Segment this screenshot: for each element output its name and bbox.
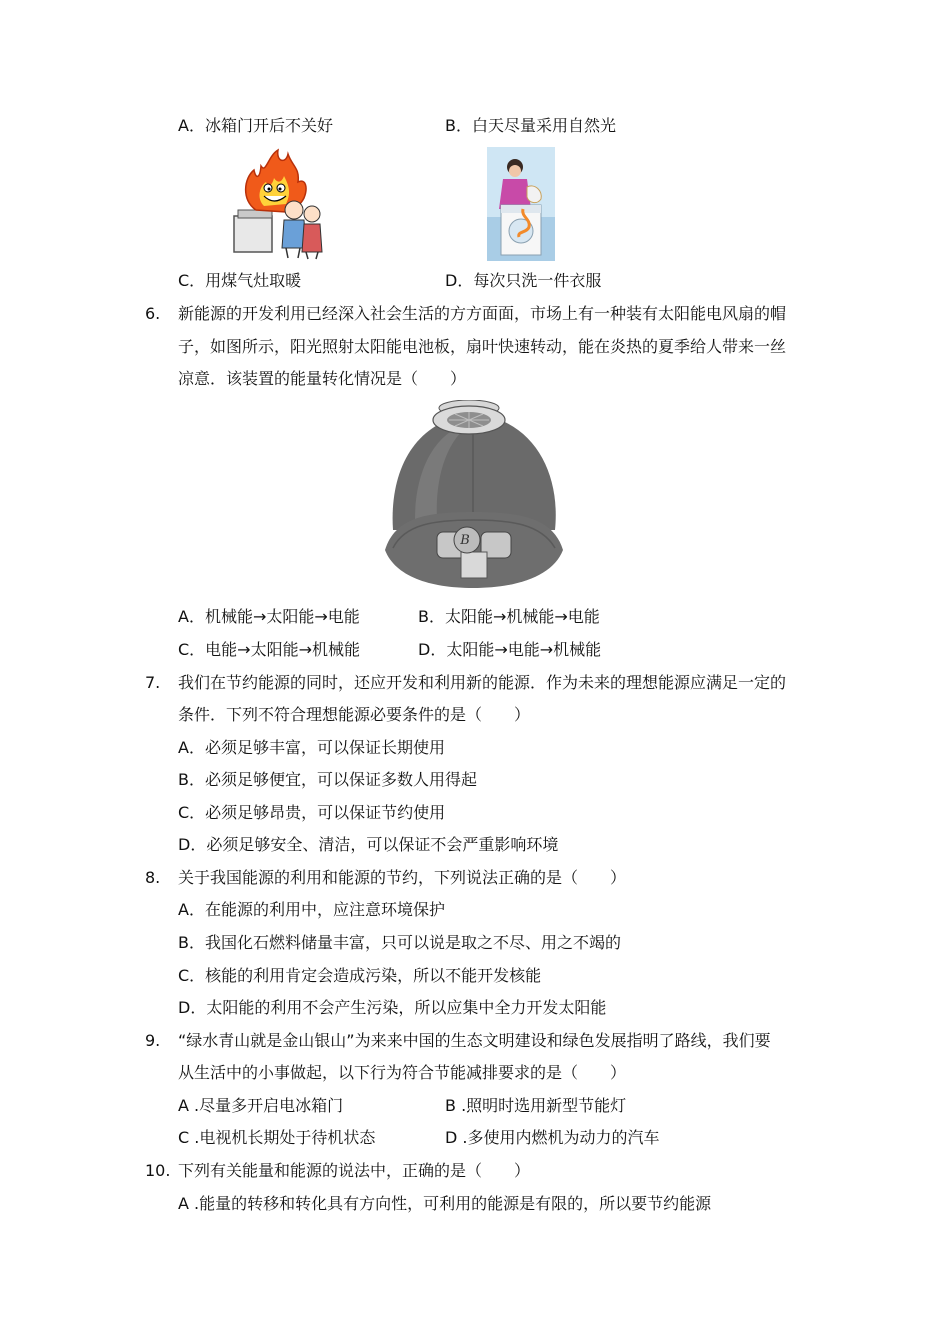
- q9-option-c: C .电视机长期处于待机状态: [178, 1128, 376, 1147]
- washing-machine-photo: [487, 147, 555, 261]
- q6-option-d: D．太阳能→电能→机械能: [418, 640, 602, 659]
- q7-number: 7.: [145, 673, 161, 692]
- q7-stem-line1: 我们在节约能源的同时，还应开发和利用新的能源．作为未来的理想能源应满足一定的: [178, 673, 787, 692]
- q9-stem-line2: 从生活中的小事做起，以下行为符合节能减排要求的是（ ）: [178, 1063, 627, 1082]
- q10-option-a: A .能量的转移和转化具有方向性，可利用的能源是有限的，所以要节约能源: [178, 1194, 712, 1213]
- q7-stem-line2: 条件．下列不符合理想能源必要条件的是（ ）: [178, 705, 531, 724]
- q9-number: 9.: [145, 1031, 161, 1050]
- q9-option-d: D .多使用内燃机为动力的汽车: [445, 1128, 660, 1147]
- gas-stove-fire-illustration: [226, 148, 326, 260]
- fan-logo-letter: B: [460, 533, 470, 548]
- q8-option-c: C．核能的利用肯定会造成污染，所以不能开发核能: [178, 966, 542, 985]
- q7-option-a: A．必须足够丰富，可以保证长期使用: [178, 738, 445, 757]
- q5-option-d: D．每次只洗一件衣服: [445, 271, 602, 290]
- q10-number: 10.: [145, 1161, 171, 1180]
- q5-option-b: B．白天尽量采用自然光: [445, 116, 616, 135]
- q9-option-a: A .尽量多开启电冰箱门: [178, 1096, 344, 1115]
- q6-stem-line2: 子，如图所示，阳光照射太阳能电池板，扇叶快速转动，能在炎热的夏季给人带来一丝: [178, 337, 787, 356]
- q6-stem-line1: 新能源的开发利用已经深入社会生活的方方面面，市场上有一种装有太阳能电风扇的帽: [178, 304, 787, 323]
- q8-stem-line1: 关于我国能源的利用和能源的节约，下列说法正确的是（ ）: [178, 868, 627, 887]
- q6-stem-line3: 凉意．该装置的能量转化情况是（ ）: [178, 369, 467, 388]
- solar-fan-cap-image: [385, 400, 563, 592]
- q6-option-b: B．太阳能→机械能→电能: [418, 607, 600, 626]
- q6-option-a: A．机械能→太阳能→电能: [178, 607, 360, 626]
- q7-option-d: D．必须足够安全、清洁，可以保证不会严重影响环境: [178, 835, 559, 854]
- q9-option-b: B .照明时选用新型节能灯: [445, 1096, 627, 1115]
- q8-option-b: B．我国化石燃料储量丰富，只可以说是取之不尽、用之不竭的: [178, 933, 621, 952]
- q8-option-d: D．太阳能的利用不会产生污染，所以应集中全力开发太阳能: [178, 998, 607, 1017]
- q5-option-a: A．冰箱门开后不关好: [178, 116, 333, 135]
- q10-stem-line1: 下列有关能量和能源的说法中，正确的是（ ）: [178, 1161, 531, 1180]
- q7-option-b: B．必须足够便宜，可以保证多数人用得起: [178, 770, 477, 789]
- q8-number: 8.: [145, 868, 161, 887]
- q8-option-a: A．在能源的利用中，应注意环境保护: [178, 900, 445, 919]
- q6-number: 6.: [145, 304, 161, 323]
- q6-option-c: C．电能→太阳能→机械能: [178, 640, 360, 659]
- q9-stem-line1: “绿水青山就是金山银山”为来来中国的生态文明建设和绿色发展指明了路线，我们要: [178, 1031, 771, 1050]
- q7-option-c: C．必须足够昂贵，可以保证节约使用: [178, 803, 446, 822]
- q5-option-c: C．用煤气灶取暖: [178, 271, 302, 290]
